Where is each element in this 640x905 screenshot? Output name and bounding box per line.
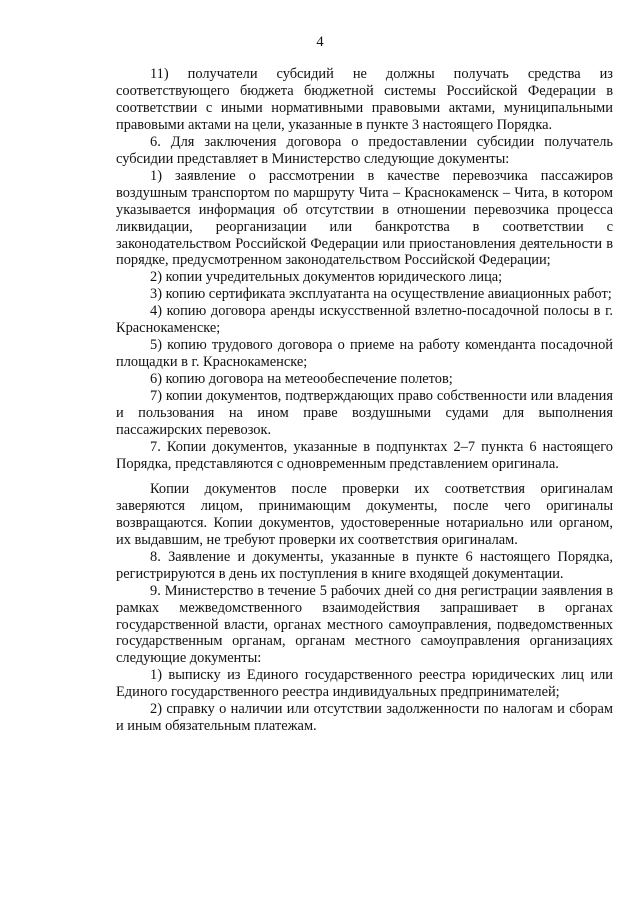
page-number: 4 <box>316 34 324 50</box>
paragraph-item-9-subitem-1: 1) выписку из Единого государственного реестра юридических лиц или Единого государственного реестра индивидуальных предпринимателей; <box>116 667 613 701</box>
paragraph-subitem-1: 1) заявление о рассмотрении в качестве перевозчика пассажиров воздушным транспортом по маршруту Чита – Краснокаменск – Чита, в котором указывается информация об отсутствии в отношении перевозчика процесса ликвидации, реорганизации или банкротства в соответствии с законодательством Российской Федерации или приостановления деятельности в порядке, предусмотренном законодательством Российской Федерации; <box>116 167 613 269</box>
paragraph-item-9: 9. Министерство в течение 5 рабочих дней со дня регистрации заявления в рамках межведомственного взаимодействия запрашивает в органах государственной власти, органах местного самоуправления, подведомственных государственным органам, органам местного самоуправления организациях следующие документы: <box>116 582 613 667</box>
paragraph-item-8: 8. Заявление и документы, указанные в пункте 6 настоящего Порядка, регистрируются в день их поступления в книге входящей документации. <box>116 548 613 582</box>
paragraph-subitem-2: 2) копии учредительных документов юридического лица; <box>150 269 503 286</box>
paragraph-subitem-3: 3) копию сертификата эксплуатанта на осуществление авиационных работ; <box>150 286 612 303</box>
paragraph-copies-verification: Копии документов после проверки их соответствия оригиналам заверяются лицом, принимающим документы, после чего оригиналы возвращаются. Копии документов, удостоверенные нотариально или органом, их выдавшим, не требуют проверки их соответствия оригиналам. <box>116 480 613 548</box>
paragraph-clause-11: 11) получатели субсидий не должны получать средства из соответствующего бюджета бюджетной системы Российской Федерации в соответствии с иными нормативными правовыми актами, муниципальными правовыми актами на цели, указанные в пункте 3 настоящего Порядка. <box>116 66 613 133</box>
paragraph-subitem-4: 4) копию договора аренды искусственной взлетно-посадочной полосы в г. Краснокаменске; <box>116 303 613 337</box>
paragraph-subitem-5: 5) копию трудового договора о приеме на работу коменданта посадочной площадки в г. Краснокаменске; <box>116 337 613 371</box>
document-body <box>116 66 613 735</box>
paragraph-subitem-6: 6) копию договора на метеообеспечение полетов; <box>150 371 453 388</box>
paragraph-item-7: 7. Копии документов, указанные в подпунктах 2–7 пункта 6 настоящего Порядка, представляются с одновременным представлением оригинала. <box>116 438 613 472</box>
paragraph-item-9-subitem-2: 2) справку о наличии или отсутствии задолженности по налогам и сборам и иным обязательным платежам. <box>116 701 613 735</box>
paragraph-subitem-7: 7) копии документов, подтверждающих право собственности или владения и пользования на ином праве воздушными судами для выполнения пассажирских перевозок. <box>116 388 613 439</box>
paragraph-item-6: 6. Для заключения договора о предоставлении субсидии получатель субсидии представляет в Министерство следующие документы: <box>116 133 613 167</box>
